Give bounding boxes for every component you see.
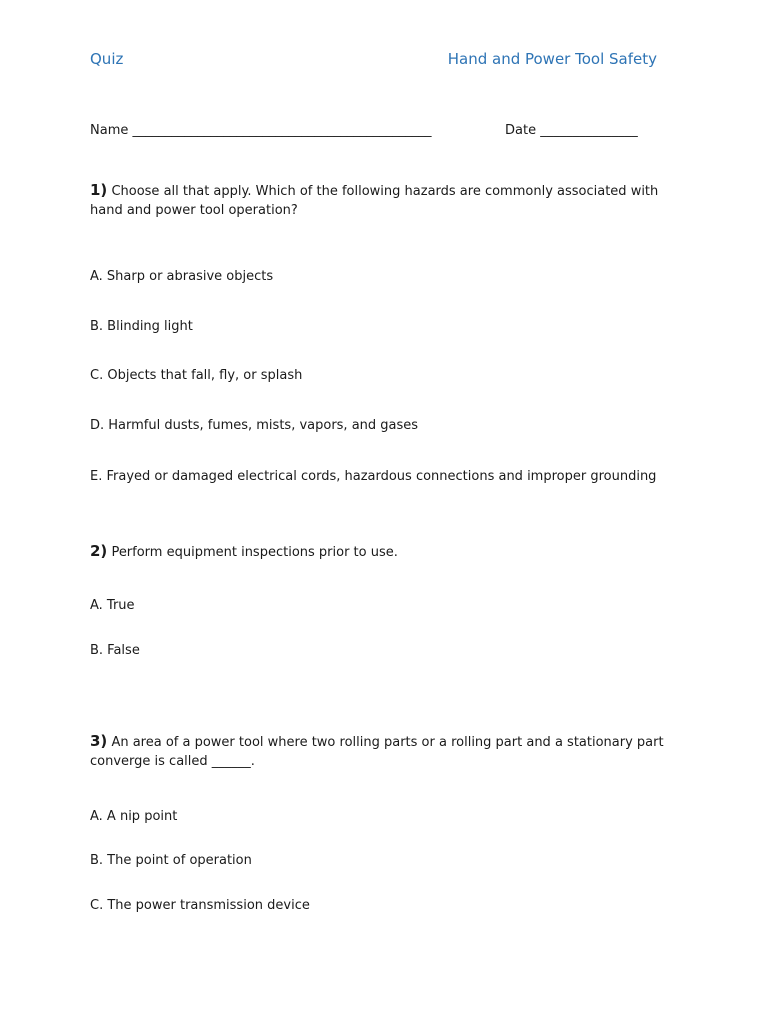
q3-option-a[interactable]: A. A nip point [90, 809, 178, 824]
question-1-text: Choose all that apply. Which of the following hazards are commonly associated with hand and power tool operation? [90, 184, 659, 218]
question-2-text: Perform equipment inspections prior to use. [111, 545, 398, 560]
header-document-title: Hand and Power Tool Safety [447, 50, 657, 68]
q1-option-b[interactable]: B. Blinding light [90, 319, 193, 334]
q1-option-d[interactable]: D. Harmful dusts, fumes, mists, vapors, and gases [90, 418, 419, 433]
q2-option-b[interactable]: B. False [90, 643, 140, 658]
question-1-number: 1) [90, 181, 108, 199]
question-1 [90, 181, 670, 220]
question-2 [90, 542, 670, 563]
q1-option-e[interactable]: E. Frayed or damaged electrical cords, hazardous connections and improper grounding [90, 469, 657, 484]
header-quiz-label: Quiz [90, 50, 124, 68]
q3-option-c[interactable]: C. The power transmission device [90, 898, 310, 913]
q1-option-a[interactable]: A. Sharp or abrasive objects [90, 269, 274, 284]
date-field[interactable]: Date _______________ [505, 123, 638, 138]
q3-option-b[interactable]: B. The point of operation [90, 853, 252, 868]
question-2-number: 2) [90, 542, 108, 560]
name-field[interactable]: Name ______________________________________________ [90, 123, 432, 138]
q1-option-c[interactable]: C. Objects that fall, fly, or splash [90, 368, 303, 383]
question-3-number: 3) [90, 732, 108, 750]
q2-option-a[interactable]: A. True [90, 598, 135, 613]
question-3 [90, 732, 670, 771]
question-3-text: An area of a power tool where two rolling parts or a rolling part and a stationary part converge is called ______. [90, 735, 664, 769]
